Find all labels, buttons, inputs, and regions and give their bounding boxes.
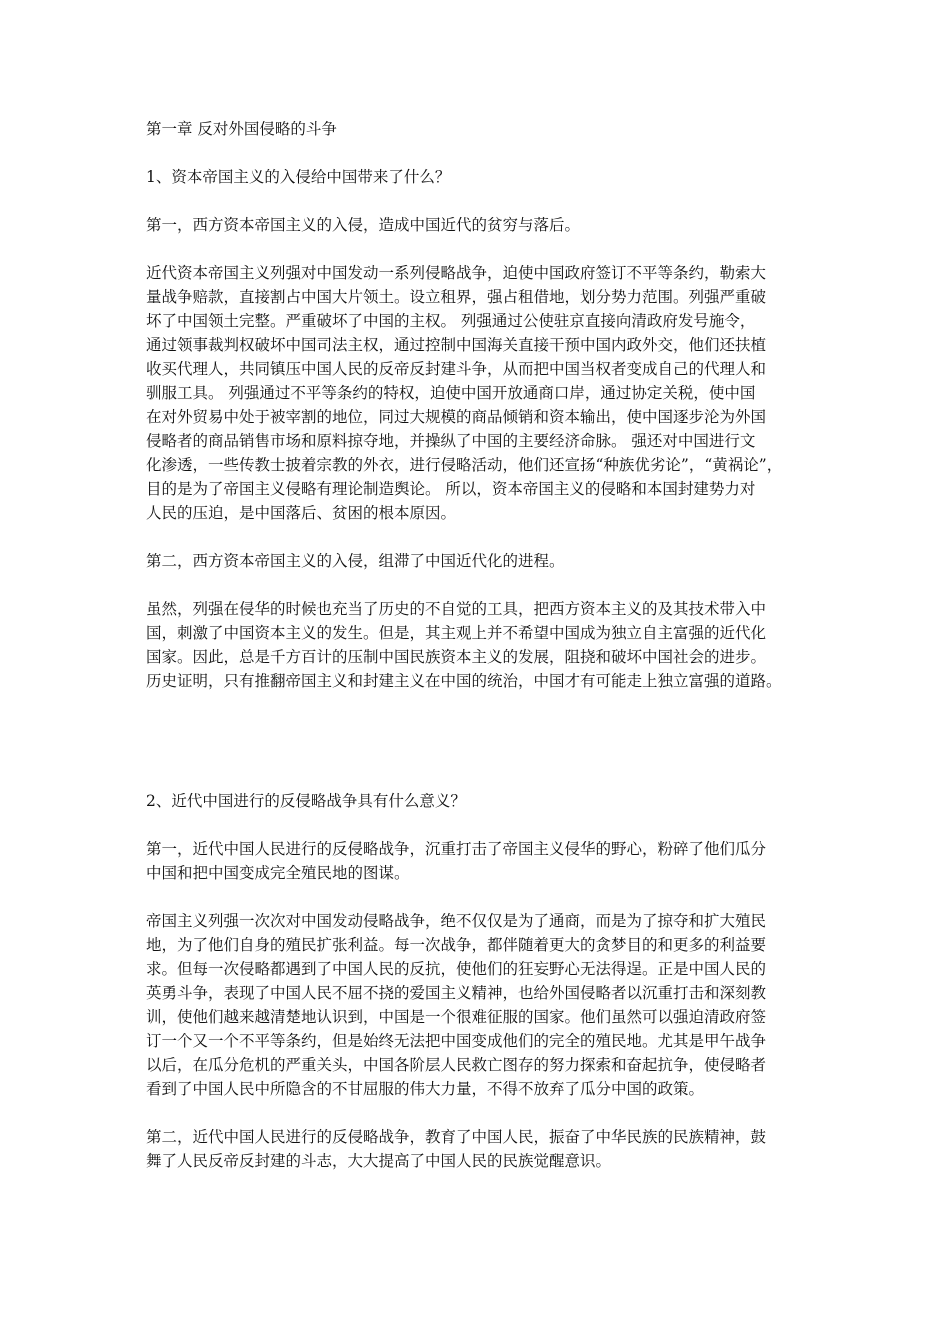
paragraph-line: 求。但每一次侵略都遇到了中国人民的反抗，使他们的狂妄野心无法得逞。正是中国人民的 [146,960,767,978]
paragraph-line: 舞了人民反帝反封建的斗志，大大提高了中国人民的民族觉醒意识。 [146,1152,612,1170]
paragraph-line: 收买代理人，共同镇压中国人民的反帝反封建斗争，从而把中国当权者变成自己的代理人和 [146,360,767,378]
paragraph-line: 第一，近代中国人民进行的反侵略战争，沉重打击了帝国主义侵华的野心，粉碎了他们瓜分 [146,840,767,858]
q1-paragraph-2 [146,597,809,693]
paragraph-line: 国家。因此，总是千方百计的压制中国民族资本主义的发展，阻挠和破坏中国社会的进步。 [146,648,767,666]
paragraph-line: 通过领事裁判权破坏中国司法主权，通过控制中国海关直接干预中国内政外交，他们还扶植 [146,336,767,354]
paragraph-line: 目的是为了帝国主义侵略有理论制造舆论。 所以，资本帝国主义的侵略和本国封建势力对 [146,480,756,498]
q1-point-2: 第二，西方资本帝国主义的入侵，组滞了中国近代化的进程。 [146,552,565,570]
paragraph-line: 在对外贸易中处于被宰割的地位，同过大规模的商品倾销和资本输出，使中国逐步沦为外国 [146,408,767,426]
paragraph-line: 历史证明，只有推翻帝国主义和封建主义在中国的统治，中国才有可能走上独立富强的道路。 [146,672,782,690]
paragraph-line: 中国和把中国变成完全殖民地的图谋。 [146,864,410,882]
paragraph-line: 以后，在瓜分危机的严重关头，中国各阶层人民救亡图存的努力探索和奋起抗争，使侵略者 [146,1056,767,1074]
paragraph-line: 驯服工具。 列强通过不平等条约的特权，迫使中国开放通商口岸，通过协定关税，使中国 [146,384,756,402]
paragraph-line: 虽然，列强在侵华的时候也充当了历史的不自觉的工具，把西方资本主义的及其技术带入中 [146,600,767,618]
document-page [146,117,809,1173]
q1-point-1: 第一，西方资本帝国主义的入侵，造成中国近代的贫穷与落后。 [146,216,581,234]
q2-point-2 [146,1125,809,1173]
paragraph-line: 近代资本帝国主义列强对中国发动一系列侵略战争，迫使中国政府签订不平等条约，勒索大 [146,264,767,282]
question-1: 1、资本帝国主义的入侵给中国带来了什么？ [146,168,451,186]
paragraph-line: 量战争赔款，直接割占中国大片领土。设立租界，强占租借地，划分势力范围。列强严重破 [146,288,767,306]
q1-paragraph-1 [146,261,809,525]
paragraph-line: 地，为了他们自身的殖民扩张利益。每一次战争，都伴随着更大的贪梦目的和更多的利益要 [146,936,767,954]
paragraph-line: 坏了中国领土完整。严重破坏了中国的主权。 列强通过公使驻京直接向清政府发号施令， [146,312,756,330]
paragraph-line: 化渗透，一些传教士披着宗教的外衣，进行侵略活动，他们还宣扬“种族优劣论”，“黄祸论”， [146,456,783,474]
paragraph-line: 第二，近代中国人民进行的反侵略战争，教育了中国人民，振奋了中华民族的民族精神，鼓 [146,1128,767,1146]
paragraph-line: 订一个又一个不平等条约，但是始终无法把中国变成他们的完全的殖民地。尤其是甲午战争 [146,1032,767,1050]
paragraph-line: 看到了中国人民中所隐含的不甘屈服的伟大力量，不得不放弃了瓜分中国的政策。 [146,1080,705,1098]
q2-point-1 [146,837,809,885]
paragraph-line: 英勇斗争，表现了中国人民不屈不挠的爱国主义精神，也给外国侵略者以沉重打击和深刻教 [146,984,767,1002]
q2-paragraph-1 [146,909,809,1101]
paragraph-line: 侵略者的商品销售市场和原料掠夺地，并操纵了中国的主要经济命脉。 强还对中国进行文 [146,432,756,450]
question-2: 2、近代中国进行的反侵略战争具有什么意义？ [146,792,466,810]
chapter-title: 第一章 反对外国侵略的斗争 [146,120,337,138]
paragraph-line: 帝国主义列强一次次对中国发动侵略战争，绝不仅仅是为了通商，而是为了掠夺和扩大殖民 [146,912,767,930]
paragraph-line: 国，刺激了中国资本主义的发生。但是，其主观上并不希望中国成为独立自主富强的近代化 [146,624,767,642]
paragraph-line: 人民的压迫，是中国落后、贫困的根本原因。 [146,504,457,522]
paragraph-line: 训，使他们越来越清楚地认识到，中国是一个很难征服的国家。他们虽然可以强迫清政府签 [146,1008,767,1026]
